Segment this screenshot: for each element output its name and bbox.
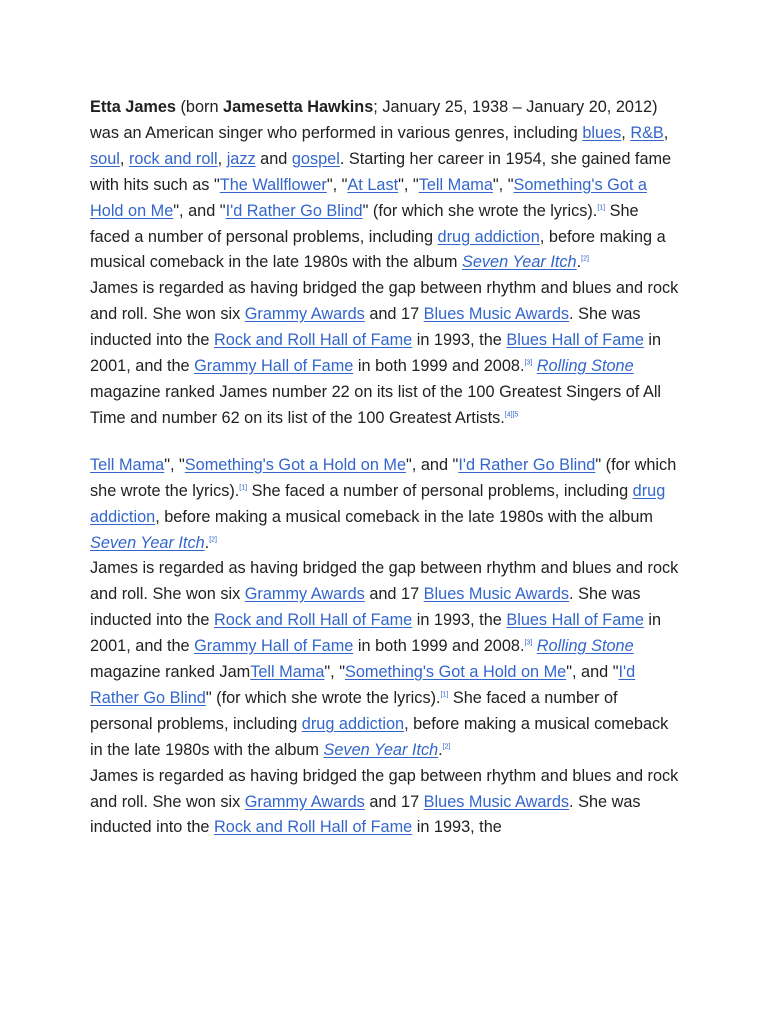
text-run: in 1993, the xyxy=(412,611,507,630)
link-tell-mama[interactable]: Tell Mama xyxy=(250,663,325,682)
citation-ref[interactable]: [1] xyxy=(597,204,606,212)
link-gospel[interactable]: gospel xyxy=(291,149,340,168)
link-rock-and-roll-hall-of-fame[interactable]: Rock and Roll Hall of Fame xyxy=(214,611,413,630)
text-run: . She was inducted into the xyxy=(90,585,641,630)
link-blues-hall-of-fame[interactable]: Blues Hall of Fame xyxy=(506,611,644,630)
text-run: " (for which she wrote the lyrics). xyxy=(205,688,441,707)
text-run: . xyxy=(204,533,210,552)
link-rock-and-roll-hall-of-fame[interactable]: Rock and Roll Hall of Fame xyxy=(214,331,413,350)
link-blues-music-awards[interactable]: Blues Music Awards xyxy=(423,585,570,604)
text-run: , before making a musical comeback in the late 1980s with the album xyxy=(90,227,666,272)
citation-ref[interactable]: [3] xyxy=(524,639,533,647)
text-run: ", " xyxy=(324,663,345,682)
link-rock-and-roll-hall-of-fame[interactable]: Rock and Roll Hall of Fame xyxy=(214,818,413,837)
text-run: James is regarded as having bridged the gap between rhythm and blues and rock and roll. She won six xyxy=(90,766,679,811)
bold-name: Etta James xyxy=(90,98,176,116)
link-grammy-awards[interactable]: Grammy Awards xyxy=(244,305,365,324)
text-run: She faced a number of personal problems, including xyxy=(247,481,633,500)
text-run: , xyxy=(217,149,227,168)
link-the-wallflower[interactable]: The Wallflower xyxy=(219,175,327,194)
text-run: ", and " xyxy=(406,455,459,474)
link-rolling-stone[interactable]: Rolling Stone xyxy=(536,637,634,656)
text-run: She faced a number of personal problems, including xyxy=(90,201,639,246)
text-run: and 17 xyxy=(364,585,424,604)
text-run: magazine ranked James number 22 on its list of the 100 Greatest Singers of All Time and number 62 on its list of the 100 Greatest Artists. xyxy=(90,382,662,427)
citation-ref[interactable]: [1] xyxy=(440,691,449,699)
link-seven-year-itch[interactable]: Seven Year Itch xyxy=(461,253,577,272)
link-grammy-hall-of-fame[interactable]: Grammy Hall of Fame xyxy=(194,637,354,656)
text-run: She faced a number of personal problems, including xyxy=(90,688,618,733)
text-run: and 17 xyxy=(364,792,424,811)
text-run: and 17 xyxy=(364,305,424,324)
text-run: , xyxy=(663,123,669,142)
citation-ref[interactable]: [2] xyxy=(581,256,589,264)
text-run: " (for which she wrote the lyrics). xyxy=(362,201,598,220)
link-blues-music-awards[interactable]: Blues Music Awards xyxy=(423,305,570,324)
link-blues-hall-of-fame[interactable]: Blues Hall of Fame xyxy=(506,331,644,350)
citation-ref[interactable]: [4][5 xyxy=(504,411,519,419)
text-run: . She was inducted into the xyxy=(90,305,641,350)
text-run: ", " xyxy=(398,175,419,194)
link-something-s-got-a-hold-on-me[interactable]: Something's Got a Hold on Me xyxy=(344,663,567,682)
link-something-s-got-a-hold-on-me[interactable]: Something's Got a Hold on Me xyxy=(184,455,407,474)
text-run: " (for which she wrote the lyrics). xyxy=(90,455,677,500)
text-run: (born xyxy=(175,98,224,116)
text-run: ", " xyxy=(492,175,514,194)
citation-ref[interactable]: [2] xyxy=(209,536,217,544)
link-seven-year-itch[interactable]: Seven Year Itch xyxy=(90,533,205,552)
text-run: . Starting her career in 1954, she gained fame with hits such as " xyxy=(90,149,672,194)
link-r-b[interactable]: R&B xyxy=(630,123,664,142)
text-run: in 1993, the xyxy=(412,818,502,837)
link-seven-year-itch[interactable]: Seven Year Itch xyxy=(323,740,439,759)
text-run: in both 1999 and 2008. xyxy=(353,637,525,656)
text-run: in 2001, and the xyxy=(90,331,662,376)
link-drug-addiction[interactable]: drug addiction xyxy=(90,481,666,526)
link-blues[interactable]: blues xyxy=(582,123,622,142)
text-run: in both 1999 and 2008. xyxy=(353,357,525,376)
bold-name: Jamesetta Hawkins xyxy=(223,98,374,116)
link-blues-music-awards[interactable]: Blues Music Awards xyxy=(423,792,570,811)
text-run: magazine ranked Jam xyxy=(90,663,251,682)
link-drug-addiction[interactable]: drug addiction xyxy=(437,227,540,246)
citation-ref[interactable]: [3] xyxy=(524,359,533,367)
text-run: in 2001, and the xyxy=(90,611,662,656)
paragraph-2 xyxy=(90,453,680,842)
text-run: and xyxy=(255,149,292,168)
text-run: James is regarded as having bridged the gap between rhythm and blues and rock and roll. She won six xyxy=(90,279,679,324)
text-run: , xyxy=(119,149,129,168)
link-grammy-awards[interactable]: Grammy Awards xyxy=(244,585,365,604)
text-run: . xyxy=(576,253,582,272)
link-grammy-hall-of-fame[interactable]: Grammy Hall of Fame xyxy=(194,357,354,376)
link-tell-mama[interactable]: Tell Mama xyxy=(418,175,493,194)
link-rock-and-roll[interactable]: rock and roll xyxy=(128,149,218,168)
link-something-s-got-a-hold-on-me[interactable]: Something's Got a Hold on Me xyxy=(90,175,647,220)
text-run: ", and " xyxy=(566,663,619,682)
link-drug-addiction[interactable]: drug addiction xyxy=(301,714,405,733)
text-run: . She was inducted into the xyxy=(90,792,641,837)
text-run: , before making a musical comeback in the late 1980s with the album xyxy=(155,507,653,526)
citation-ref[interactable]: [1] xyxy=(239,484,248,492)
link-soul[interactable]: soul xyxy=(90,149,120,168)
text-run: ; January 25, 1938 – January 20, 2012) was an American singer who performed in various genres, including xyxy=(90,98,658,142)
link-i-d-rather-go-blind[interactable]: I'd Rather Go Blind xyxy=(90,663,636,707)
text-run: , before making a musical comeback in the late 1980s with the album xyxy=(90,714,669,759)
text-run: ", and " xyxy=(173,201,226,220)
article-body xyxy=(90,95,680,841)
link-at-last[interactable]: At Last xyxy=(347,175,399,194)
link-grammy-awards[interactable]: Grammy Awards xyxy=(244,792,365,811)
text-run: . xyxy=(438,740,443,759)
link-jazz[interactable]: jazz xyxy=(226,149,256,168)
text-run: ", " xyxy=(326,175,348,194)
text-run: , xyxy=(621,123,631,142)
text-run: in 1993, the xyxy=(412,331,507,350)
link-tell-mama[interactable]: Tell Mama xyxy=(90,455,165,474)
link-i-d-rather-go-blind[interactable]: I'd Rather Go Blind xyxy=(225,201,363,220)
paragraph-1 xyxy=(90,95,680,432)
text-run: James is regarded as having bridged the gap between rhythm and blues and rock and roll. She won six xyxy=(90,559,679,604)
link-rolling-stone[interactable]: Rolling Stone xyxy=(536,357,634,376)
citation-ref[interactable]: [2] xyxy=(442,743,451,751)
text-run: ", " xyxy=(164,455,185,474)
link-i-d-rather-go-blind[interactable]: I'd Rather Go Blind xyxy=(458,455,596,474)
